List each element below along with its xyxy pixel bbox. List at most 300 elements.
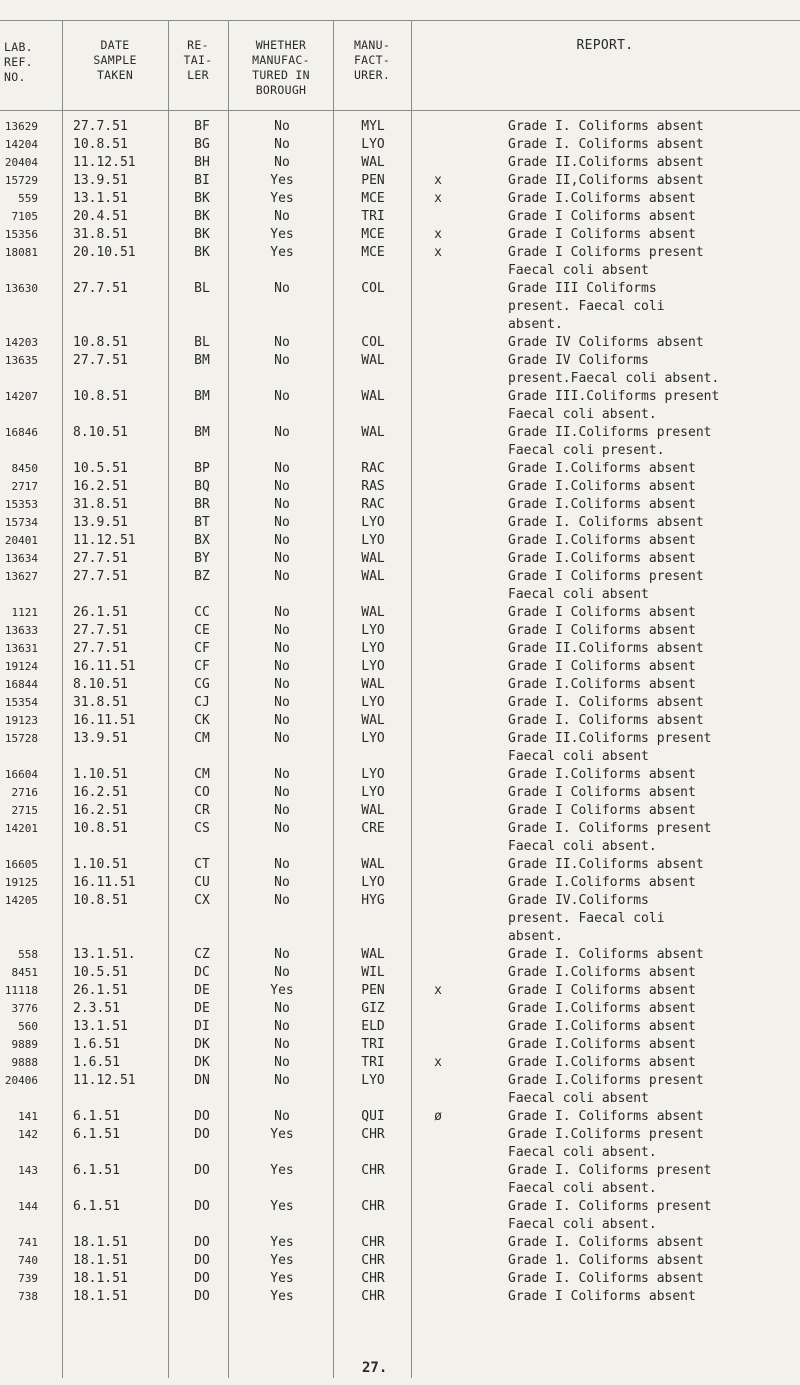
cell-date-taken: 10.8.51 [73,335,128,350]
cell-lab-ref: 739 [18,1272,38,1285]
table-row [0,712,800,730]
cell-retailer: BM [194,353,210,368]
cell-retailer: BP [194,461,210,476]
cell-date-taken: 31.8.51 [73,695,128,710]
cell-lab-ref: 14204 [4,138,38,151]
table-row [0,1054,800,1072]
cell-manufactured-in-borough: No [274,677,290,692]
table-row [0,1198,800,1234]
cell-report: Grade III Coliforms present. Faecal coli absent. [508,281,665,332]
cell-retailer: DK [194,1037,210,1052]
cell-lab-ref: 20404 [4,156,38,169]
header-rule [0,110,800,111]
cell-manufacturer: MYL [361,119,385,134]
cell-lab-ref: 16604 [4,768,38,781]
cell-retailer: DO [194,1109,210,1124]
table-row [0,460,800,478]
table-row [0,550,800,568]
table-row [0,1270,800,1288]
cell-report: Grade II.Coliforms absent [508,155,704,170]
cell-retailer: BX [194,533,210,548]
cell-manufactured-in-borough: No [274,875,290,890]
header-manufacturer: MANU- FACT- URER. [353,38,391,82]
cell-manufactured-in-borough: No [274,425,290,440]
cell-retailer: DO [194,1199,210,1214]
cell-report: Grade I Coliforms absent [508,623,696,638]
cell-lab-ref: 15354 [4,696,38,709]
cell-manufactured-in-borough: Yes [270,227,294,242]
cell-mark: x [434,227,442,242]
cell-manufacturer: LYO [361,533,385,548]
cell-retailer: CJ [194,695,210,710]
cell-manufactured-in-borough: No [274,569,290,584]
cell-manufacturer: CRE [361,821,385,836]
cell-manufacturer: ELD [361,1019,385,1034]
cell-manufactured-in-borough: No [274,659,290,674]
table-row [0,154,800,172]
cell-retailer: CK [194,713,210,728]
cell-manufactured-in-borough: Yes [270,1199,294,1214]
cell-manufactured-in-borough: Yes [270,983,294,998]
cell-retailer: DO [194,1235,210,1250]
cell-manufactured-in-borough: No [274,479,290,494]
cell-manufacturer: WAL [361,425,385,440]
table-row [0,1126,800,1162]
cell-retailer: BL [194,281,210,296]
cell-report: Grade 1. Coliforms absent [508,1253,704,1268]
cell-retailer: CC [194,605,210,620]
cell-report: Grade I. Coliforms absent [508,695,704,710]
cell-lab-ref: 15353 [4,498,38,511]
cell-manufactured-in-borough: No [274,1109,290,1124]
table-row [0,784,800,802]
cell-report: Grade I. Coliforms present Faecal coli absent. [508,1163,712,1196]
cell-report: Grade I.Coliforms absent [508,767,696,782]
cell-manufactured-in-borough: No [274,1055,290,1070]
cell-manufactured-in-borough: No [274,119,290,134]
table-row [0,172,800,190]
cell-date-taken: 6.1.51 [73,1199,120,1214]
table-row [0,730,800,766]
cell-retailer: BM [194,425,210,440]
cell-date-taken: 1.10.51 [73,767,128,782]
cell-date-taken: 18.1.51 [73,1289,128,1304]
cell-lab-ref: 13633 [4,624,38,637]
header-lab-ref: LAB. REF. NO. [4,40,33,84]
table-row [0,982,800,1000]
cell-lab-ref: 141 [18,1110,38,1123]
cell-manufacturer: WAL [361,857,385,872]
cell-date-taken: 20.4.51 [73,209,128,224]
cell-lab-ref: 740 [18,1254,38,1267]
cell-lab-ref: 14201 [4,822,38,835]
cell-date-taken: 31.8.51 [73,497,128,512]
header-date: DATE SAMPLE TAKEN [93,38,137,82]
cell-manufactured-in-borough: No [274,335,290,350]
cell-manufacturer: WAL [361,803,385,818]
table-row [0,352,800,388]
cell-retailer: DO [194,1127,210,1142]
cell-report: Grade I Coliforms present Faecal coli absent [508,569,704,602]
cell-lab-ref: 143 [18,1164,38,1177]
cell-date-taken: 27.7.51 [73,569,128,584]
cell-retailer: BR [194,497,210,512]
table-row [0,334,800,352]
cell-date-taken: 20.10.51 [73,245,136,260]
cell-report: Grade I.Coliforms absent [508,1055,696,1070]
cell-manufactured-in-borough: No [274,1037,290,1052]
cell-report: Grade III.Coliforms present Faecal coli absent. [508,389,720,422]
table-row [0,874,800,892]
cell-manufactured-in-borough: No [274,209,290,224]
cell-retailer: DK [194,1055,210,1070]
cell-manufacturer: RAS [361,479,385,494]
cell-lab-ref: 15729 [4,174,38,187]
cell-report: Grade II.Coliforms present Faecal coli present. [508,425,712,458]
cell-date-taken: 10.8.51 [73,389,128,404]
cell-retailer: BH [194,155,210,170]
table-row [0,478,800,496]
cell-manufacturer: WAL [361,605,385,620]
table-row [0,568,800,604]
table-row [0,244,800,280]
cell-report: Grade I.Coliforms present Faecal coli absent. [508,1127,704,1160]
cell-date-taken: 10.8.51 [73,137,128,152]
cell-date-taken: 6.1.51 [73,1109,120,1124]
cell-manufactured-in-borough: No [274,785,290,800]
cell-manufactured-in-borough: No [274,623,290,638]
cell-manufacturer: CHR [361,1235,385,1250]
table-row [0,892,800,946]
cell-report: Grade I Coliforms absent [508,983,696,998]
cell-date-taken: 18.1.51 [73,1235,128,1250]
cell-manufacturer: LYO [361,623,385,638]
table-top-rule [0,20,800,21]
cell-lab-ref: 13627 [4,570,38,583]
cell-lab-ref: 2715 [11,804,38,817]
cell-report: Grade I. Coliforms present Faecal coli absent. [508,821,712,854]
cell-manufactured-in-borough: No [274,947,290,962]
cell-report: Grade I.Coliforms absent [508,875,696,890]
cell-lab-ref: 3776 [11,1002,38,1015]
table-row [0,280,800,334]
cell-lab-ref: 142 [18,1128,38,1141]
cell-manufactured-in-borough: Yes [270,1253,294,1268]
cell-retailer: BL [194,335,210,350]
table-row [0,658,800,676]
table-row [0,190,800,208]
cell-manufactured-in-borough: No [274,605,290,620]
cell-manufacturer: LYO [361,1073,385,1088]
cell-manufactured-in-borough: No [274,1001,290,1016]
cell-date-taken: 18.1.51 [73,1271,128,1286]
table-row [0,424,800,460]
cell-manufactured-in-borough: No [274,389,290,404]
cell-manufacturer: COL [361,335,385,350]
cell-manufactured-in-borough: No [274,533,290,548]
report-table-body [0,118,800,1306]
cell-report: Grade I Coliforms absent [508,659,696,674]
cell-lab-ref: 20406 [4,1074,38,1087]
table-row [0,532,800,550]
cell-report: Grade I. Coliforms absent [508,1109,704,1124]
cell-manufacturer: TRI [361,1037,385,1052]
cell-retailer: CS [194,821,210,836]
cell-manufacturer: LYO [361,875,385,890]
table-row [0,604,800,622]
cell-report: Grade I.Coliforms absent [508,965,696,980]
cell-report: Grade I.Coliforms absent [508,1001,696,1016]
cell-report: Grade I. Coliforms present Faecal coli absent. [508,1199,712,1232]
cell-date-taken: 16.11.51 [73,659,136,674]
table-row [0,694,800,712]
table-row [0,766,800,784]
table-row [0,1018,800,1036]
cell-retailer: DO [194,1253,210,1268]
cell-manufacturer: LYO [361,137,385,152]
cell-mark: x [434,1055,442,1070]
cell-retailer: DN [194,1073,210,1088]
table-row [0,640,800,658]
cell-date-taken: 8.10.51 [73,425,128,440]
table-row [0,622,800,640]
cell-report: Grade IV Coliforms absent [508,335,704,350]
cell-date-taken: 26.1.51 [73,983,128,998]
cell-manufactured-in-borough: No [274,1073,290,1088]
cell-manufacturer: PEN [361,983,385,998]
cell-date-taken: 13.9.51 [73,731,128,746]
cell-manufacturer: WAL [361,551,385,566]
cell-manufacturer: WAL [361,389,385,404]
cell-date-taken: 27.7.51 [73,641,128,656]
cell-retailer: DI [194,1019,210,1034]
cell-report: Grade I. Coliforms absent [508,713,704,728]
cell-date-taken: 13.1.51. [73,947,136,962]
cell-retailer: BM [194,389,210,404]
cell-retailer: DO [194,1271,210,1286]
table-row [0,1108,800,1126]
cell-manufacturer: WAL [361,713,385,728]
cell-lab-ref: 9888 [11,1056,38,1069]
cell-manufactured-in-borough: Yes [270,1271,294,1286]
table-row [0,820,800,856]
cell-report: Grade IV.Coliforms present. Faecal coli absent. [508,893,665,944]
cell-manufactured-in-borough: No [274,821,290,836]
cell-manufactured-in-borough: No [274,461,290,476]
cell-retailer: BF [194,119,210,134]
cell-retailer: CF [194,659,210,674]
cell-date-taken: 11.12.51 [73,533,136,548]
cell-lab-ref: 13631 [4,642,38,655]
cell-lab-ref: 8451 [11,966,38,979]
cell-mark: ø [434,1109,442,1124]
cell-manufacturer: QUI [361,1109,385,1124]
cell-manufactured-in-borough: No [274,641,290,656]
cell-report: Grade I Coliforms absent [508,1289,696,1304]
cell-lab-ref: 19123 [4,714,38,727]
cell-report: Grade I. Coliforms absent [508,1235,704,1250]
cell-report: Grade I. Coliforms absent [508,947,704,962]
cell-lab-ref: 11118 [4,984,38,997]
cell-manufacturer: WAL [361,569,385,584]
cell-manufactured-in-borough: No [274,515,290,530]
cell-date-taken: 10.5.51 [73,965,128,980]
table-row [0,676,800,694]
cell-date-taken: 26.1.51 [73,605,128,620]
cell-manufactured-in-borough: No [274,497,290,512]
cell-manufacturer: GIZ [361,1001,385,1016]
cell-report: Grade I Coliforms absent [508,209,696,224]
cell-report: Grade I Coliforms present Faecal coli absent [508,245,704,278]
table-row [0,388,800,424]
cell-lab-ref: 18081 [4,246,38,259]
cell-report: Grade II.Coliforms present Faecal coli absent [508,731,712,764]
cell-lab-ref: 20401 [4,534,38,547]
cell-lab-ref: 558 [18,948,38,961]
cell-report: Grade I Coliforms absent [508,785,696,800]
cell-manufactured-in-borough: Yes [270,1127,294,1142]
cell-retailer: DO [194,1163,210,1178]
cell-report: Grade I. Coliforms absent [508,119,704,134]
cell-report: Grade I Coliforms absent [508,803,696,818]
table-row [0,1072,800,1108]
cell-date-taken: 27.7.51 [73,623,128,638]
cell-manufactured-in-borough: No [274,155,290,170]
table-row [0,136,800,154]
cell-manufacturer: CHR [361,1271,385,1286]
cell-lab-ref: 13629 [4,120,38,133]
cell-lab-ref: 738 [18,1290,38,1303]
cell-manufactured-in-borough: No [274,767,290,782]
cell-manufacturer: HYG [361,893,385,908]
cell-mark: x [434,173,442,188]
cell-lab-ref: 560 [18,1020,38,1033]
cell-manufacturer: COL [361,281,385,296]
cell-lab-ref: 19124 [4,660,38,673]
cell-manufacturer: CHR [361,1163,385,1178]
cell-date-taken: 13.9.51 [73,515,128,530]
cell-manufactured-in-borough: No [274,803,290,818]
cell-lab-ref: 2717 [11,480,38,493]
cell-manufactured-in-borough: Yes [270,173,294,188]
cell-date-taken: 13.1.51 [73,1019,128,1034]
cell-manufactured-in-borough: No [274,857,290,872]
cell-date-taken: 16.2.51 [73,803,128,818]
cell-retailer: BT [194,515,210,530]
cell-lab-ref: 13630 [4,282,38,295]
cell-manufacturer: LYO [361,659,385,674]
cell-manufacturer: MCE [361,227,385,242]
cell-date-taken: 27.7.51 [73,281,128,296]
cell-lab-ref: 741 [18,1236,38,1249]
cell-manufactured-in-borough: Yes [270,1235,294,1250]
cell-lab-ref: 14203 [4,336,38,349]
cell-date-taken: 6.1.51 [73,1163,120,1178]
cell-report: Grade I Coliforms absent [508,605,696,620]
table-row [0,1288,800,1306]
cell-mark: x [434,191,442,206]
table-row [0,1000,800,1018]
cell-retailer: CM [194,767,210,782]
cell-manufactured-in-borough: No [274,695,290,710]
cell-date-taken: 16.11.51 [73,713,136,728]
cell-report: Grade I.Coliforms absent [508,1037,696,1052]
header-manufactured-in-borough: WHETHER MANUFAC- TURED IN BOROUGH [252,38,310,97]
cell-manufacturer: RAC [361,461,385,476]
cell-retailer: CE [194,623,210,638]
cell-retailer: CF [194,641,210,656]
cell-retailer: BK [194,209,210,224]
header-report: REPORT. [576,38,634,53]
cell-manufactured-in-borough: No [274,551,290,566]
cell-retailer: CT [194,857,210,872]
table-row [0,208,800,226]
cell-manufacturer: MCE [361,191,385,206]
cell-retailer: CX [194,893,210,908]
cell-manufacturer: WIL [361,965,385,980]
cell-retailer: BK [194,227,210,242]
cell-retailer: BI [194,173,210,188]
cell-lab-ref: 14207 [4,390,38,403]
cell-manufacturer: WAL [361,353,385,368]
cell-report: Grade I.Coliforms absent [508,677,696,692]
cell-retailer: CU [194,875,210,890]
cell-retailer: CM [194,731,210,746]
cell-mark: x [434,245,442,260]
cell-retailer: CG [194,677,210,692]
table-row [0,514,800,532]
cell-manufacturer: CHR [361,1289,385,1304]
cell-retailer: BG [194,137,210,152]
cell-lab-ref: 13635 [4,354,38,367]
cell-manufactured-in-borough: No [274,281,290,296]
cell-manufactured-in-borough: No [274,713,290,728]
cell-manufacturer: LYO [361,731,385,746]
table-row [0,496,800,514]
cell-date-taken: 16.2.51 [73,479,128,494]
table-row [0,1252,800,1270]
table-row [0,226,800,244]
table-row [0,964,800,982]
cell-lab-ref: 2716 [11,786,38,799]
cell-lab-ref: 7105 [11,210,38,223]
cell-date-taken: 27.7.51 [73,353,128,368]
cell-manufactured-in-borough: No [274,137,290,152]
cell-report: Grade I.Coliforms present Faecal coli absent [508,1073,704,1106]
cell-manufactured-in-borough: No [274,965,290,980]
cell-date-taken: 11.12.51 [73,155,136,170]
cell-date-taken: 6.1.51 [73,1127,120,1142]
cell-manufacturer: PEN [361,173,385,188]
table-row [0,946,800,964]
cell-lab-ref: 559 [18,192,38,205]
cell-report: Grade I.Coliforms absent [508,461,696,476]
cell-retailer: BK [194,245,210,260]
cell-lab-ref: 1121 [11,606,38,619]
cell-manufacturer: WAL [361,155,385,170]
cell-manufacturer: WAL [361,947,385,962]
cell-lab-ref: 15356 [4,228,38,241]
cell-date-taken: 10.8.51 [73,893,128,908]
cell-report: Grade II.Coliforms absent [508,641,704,656]
cell-manufacturer: LYO [361,767,385,782]
cell-retailer: BY [194,551,210,566]
table-row [0,1234,800,1252]
table-row [0,856,800,874]
cell-date-taken: 11.12.51 [73,1073,136,1088]
cell-manufactured-in-borough: Yes [270,245,294,260]
cell-report: Grade I. Coliforms absent [508,137,704,152]
